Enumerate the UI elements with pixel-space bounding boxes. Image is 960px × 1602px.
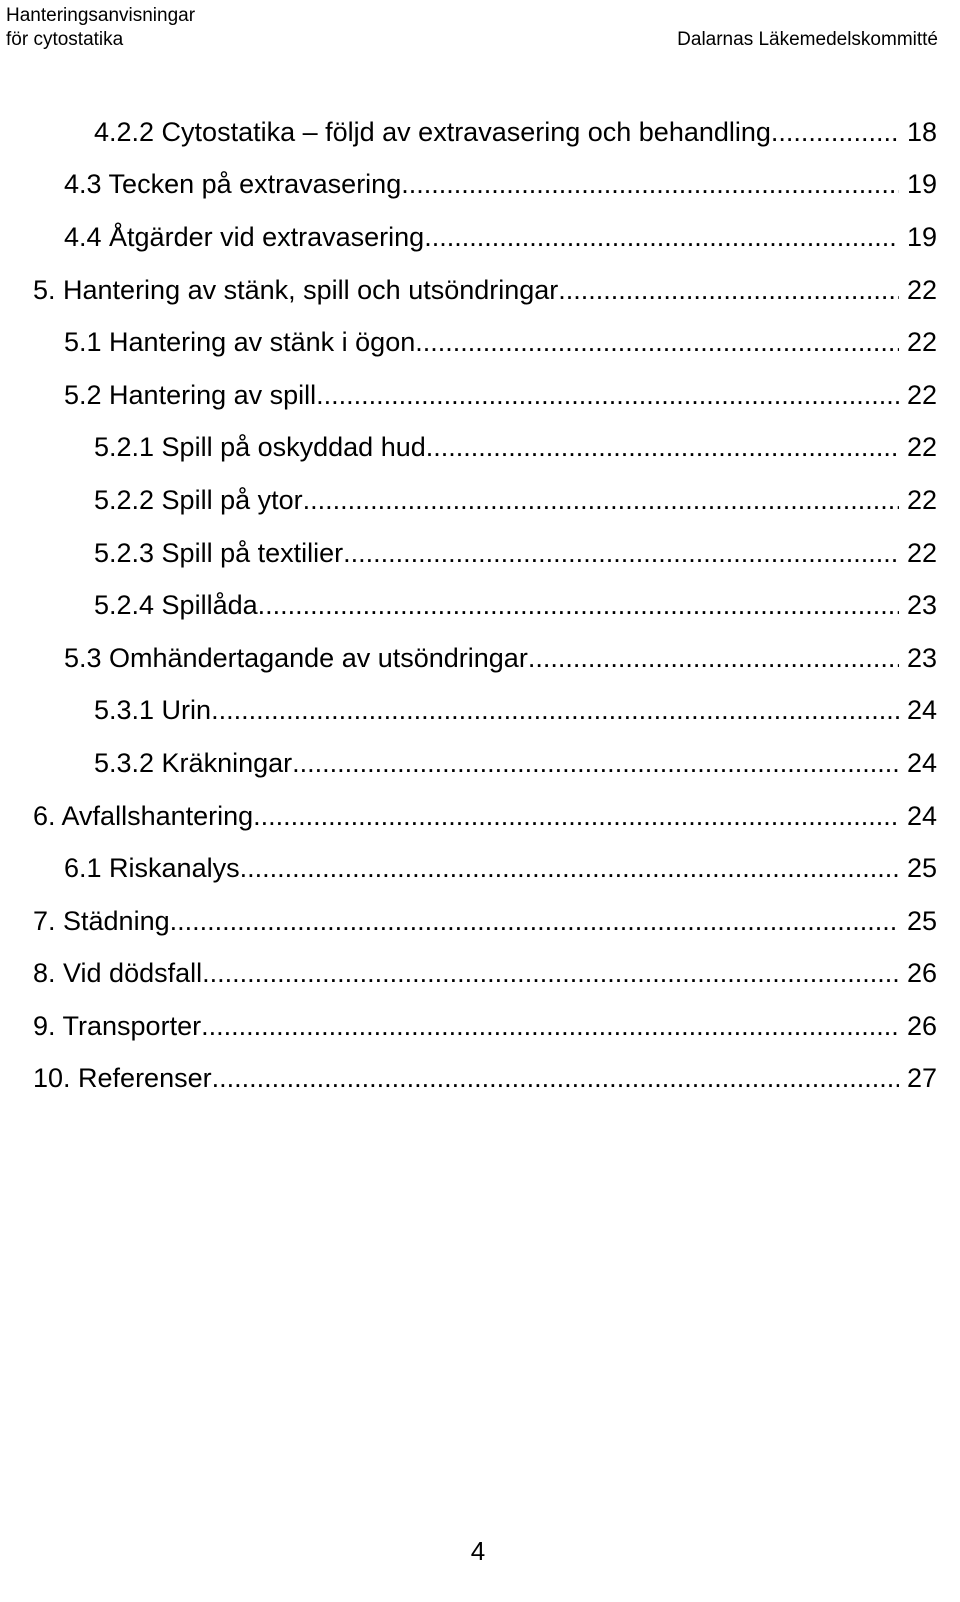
toc-entry-page: 26: [906, 1010, 937, 1041]
toc-entry[interactable]: [0, 1053, 937, 1106]
toc-entry-title: 4.2.2 Cytostatika – följd av extravasering och behandling: [94, 116, 771, 147]
toc-entry-page: 22: [906, 379, 937, 410]
page-number: [0, 1536, 960, 1567]
toc-entry[interactable]: [0, 106, 937, 159]
toc-entry[interactable]: [0, 685, 937, 738]
toc-entry[interactable]: [0, 579, 937, 632]
toc-dot-leader: [415, 327, 899, 358]
table-of-contents: [0, 106, 960, 1105]
toc-dot-leader: [401, 169, 899, 200]
toc-entry-page: 24: [906, 800, 937, 831]
toc-entry[interactable]: [0, 842, 937, 895]
toc-entry-title: 5.1 Hantering av stänk i ögon: [64, 327, 416, 358]
toc-dot-leader: [201, 1011, 899, 1042]
toc-dot-leader: [211, 695, 899, 726]
toc-entry-page: 25: [906, 853, 937, 884]
toc-entry-title: 4.4 Åtgärder vid extravasering: [64, 221, 425, 252]
toc-entry[interactable]: [0, 211, 937, 264]
toc-entry-title: 5.2.3 Spill på textilier: [94, 537, 344, 568]
toc-entry-page: 23: [906, 642, 937, 673]
toc-entry-title: 9. Transporter: [33, 1010, 202, 1041]
toc-entry[interactable]: [0, 159, 937, 212]
toc-entry-page: 22: [906, 537, 937, 568]
toc-entry-title: 5.2.2 Spill på ytor: [94, 484, 303, 515]
organization-name: Dalarnas Läkemedelskommitté: [677, 29, 938, 50]
toc-dot-leader: [202, 958, 899, 989]
toc-entry-page: 18: [906, 116, 937, 147]
toc-dot-leader: [303, 485, 899, 516]
toc-entry-page: 23: [906, 590, 937, 621]
toc-entry[interactable]: [0, 737, 937, 790]
toc-entry-title: 10. Referenser: [33, 1063, 212, 1094]
toc-entry[interactable]: [0, 264, 937, 317]
page-number-text: 4: [470, 1536, 486, 1566]
toc-entry-title: 5. Hantering av stänk, spill och utsöndringar: [33, 274, 559, 305]
toc-entry-title: 6.1 Riskanalys: [64, 853, 240, 884]
toc-entry-page: 24: [906, 747, 937, 778]
toc-entry[interactable]: [0, 422, 937, 475]
document-title-line-2: för cytostatika: [6, 29, 124, 50]
toc-dot-leader: [424, 222, 899, 253]
toc-entry[interactable]: [0, 895, 937, 948]
toc-dot-leader: [771, 117, 899, 148]
toc-dot-leader: [240, 853, 899, 884]
toc-entry-page: 22: [906, 327, 937, 358]
toc-entry[interactable]: [0, 790, 937, 843]
toc-entry-title: 7. Städning: [33, 905, 170, 936]
toc-entry-page: 27: [906, 1063, 937, 1094]
toc-entry-title: 5.2.4 Spillåda: [94, 590, 258, 621]
toc-dot-leader: [528, 643, 899, 674]
toc-entry-page: 22: [906, 432, 937, 463]
toc-entry-title: 5.3.2 Kräkningar: [94, 747, 293, 778]
toc-entry-title: 5.2.1 Spill på oskyddad hud: [94, 432, 426, 463]
toc-dot-leader: [426, 432, 899, 463]
toc-entry-title: 5.2 Hantering av spill: [64, 379, 317, 410]
toc-entry[interactable]: [0, 632, 937, 685]
toc-entry[interactable]: [0, 1000, 937, 1053]
toc-entry-page: 19: [906, 169, 937, 200]
toc-entry[interactable]: [0, 948, 937, 1001]
toc-entry-page: 22: [906, 484, 937, 515]
toc-dot-leader: [253, 801, 899, 832]
toc-entry-page: 19: [906, 221, 937, 252]
toc-entry-title: 4.3 Tecken på extravasering: [64, 169, 402, 200]
toc-dot-leader: [558, 275, 899, 306]
page-header: [0, 0, 960, 60]
toc-entry-title: 8. Vid dödsfall: [33, 958, 203, 989]
toc-entry-page: 24: [906, 695, 937, 726]
toc-dot-leader: [316, 380, 899, 411]
toc-entry[interactable]: [0, 369, 937, 422]
toc-entry-page: 22: [906, 274, 937, 305]
toc-entry-title: 5.3.1 Urin: [94, 695, 212, 726]
toc-dot-leader: [258, 590, 899, 621]
toc-dot-leader: [292, 748, 899, 779]
toc-entry-title: 5.3 Omhändertagande av utsöndringar: [64, 642, 528, 673]
toc-entry[interactable]: [0, 527, 937, 580]
toc-entry[interactable]: [0, 316, 937, 369]
document-title-line-1: Hanteringsanvisningar: [6, 5, 196, 26]
toc-dot-leader: [212, 1063, 899, 1094]
toc-entry-title: 6. Avfallshantering: [33, 800, 254, 831]
document-title: [6, 4, 195, 52]
toc-dot-leader: [343, 538, 899, 569]
toc-entry-page: 26: [906, 958, 937, 989]
toc-dot-leader: [170, 906, 899, 937]
toc-entry-page: 25: [906, 905, 937, 936]
toc-entry[interactable]: [0, 474, 937, 527]
